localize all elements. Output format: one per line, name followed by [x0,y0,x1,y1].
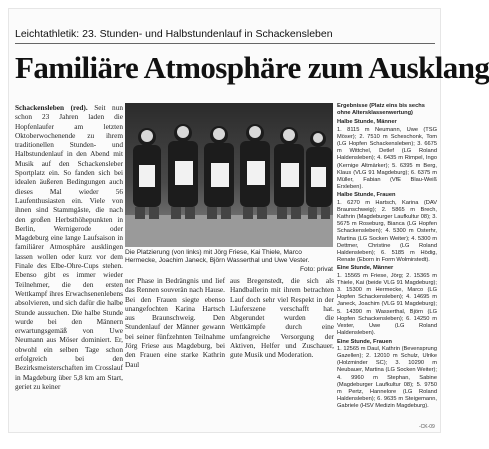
results-section-title: Eine Stunde, Frauen [337,338,392,345]
clip-code: -CK-09 [419,424,435,430]
results-section-title: Eine Stunde, Männer [337,265,394,272]
results-section-body: 1. 8115 m Neumann, Uwe (TSG Möser); 2. 7510 m Scheschonk, Tom (LG Hopfen Schackensleben); 3. 6675 m Wittchel, Detlef (LG Roland Haldensleben); 4. 6435 m Rimpel, Ingo (Kernige Altmärker); 5. 6395 m Berg, Klaus (VLG 91 Magdeburg); 6. 6375 m Müller, Fabian (VfE Blau-Weiß Erxleben). [337,126,437,191]
results-intro: Ergebnisse (Platz eins bis sechs ohne Altersklassenwertung) [337,103,425,117]
results-section-body: 1. 6270 m Hartsch, Karina (DAV Braunschweig); 2. 5865 m Brech, Kathrin (Magdeburger Laufkultur 08); 3. 5675 m Roseburg, Bianca (LG Hopfen Schackensleben); 4. 5300 m Osterhr, Martina (LG Socken Weiter); 4. 5300 m Dettmer, Christine (LG Roland Haldensleben); 6. 5185 m Hödig, Renate (Eborn in Form Wolmirstedt). [337,199,437,264]
results-section-body: 1. 15565 m Friese, Jörg; 2. 15365 m Thiele, Kai (beide VLG 91 Magdeburg); 3. 15300 m Hermecke, Marco (LG Hopfen Schackensleben); 4. 14695 m Janeck, Joachim (VLG 91 Magdeburg); 5. 14390 m Wasserthal, Björn (LG Hopfen Schackensleben); 6. 14250 m Vester, Uwe (LG Roland Haldensleben). [337,272,437,337]
results-section-body: 1. 12565 m Daul, Kathrin (Bevensprung Gazellen); 2. 12010 m Schulz, Ulrike (Holzminder SC); 3. 10290 m Neubauer, Martina (LG Socken Weiter); 4. 9960 m Stephan, Sabine (Magdeburger Laufkultur 08); 5. 9750 m Pertz, Hannelore (LG Roland Haldensleben); 6. 9635 m Steigemann, Gabriele (HSV Medizin Magdeburg). [337,345,437,410]
topic-line: Leichtathletik: 23. Stunden- und Halbstundenlauf in Schackensleben [15,28,333,40]
article-column-1 [15,103,123,433]
article-column-1-text: Seit nun schon 23 Jahren laden die Hopfenlaufer am letzten Oktoberwochenende zu ihrem traditionellen Stunden- und Halbstundenlauf in den Abend mit Musik auf den Schackensleber Sportplatz ein. So fanden sich bei idealen äußeren Bedingungen auch dieses Mal wieder 56 Laufenthusiasten ein. Viele von ihnen sind Stammgäste, die nach den großen Herbsthöhepunkten in Berlin, Wernigerode oder Magdeburg eine lange Laufsaison in familiärer Atmosphäre ausklingen lassen wollen oder kurz vor dem Finale des Elbe-Ohre-Cups stehen. Ebenso gibt es immer wieder Teilnehmer, die den ersten Wettkampf ihres Erwachsenenlebens absolvieren, und sich dafür die halbe Stunde aussuchen. Die halbe Stunde wurde bei den Männern erwartungsgemäß von Uwe Neumann aus Möser dominiert. Er, obwohl ein selben Tage schon erfolgreich bei den Bezirksmeisterschaften im Crosslauf in Magdeburg über 5,8 km am Start, geriet zu keiner [15,103,123,391]
topic-divider [15,43,435,44]
headline: Familiäre Atmosphäre zum Ausklang [15,50,489,85]
results-section-title: Halbe Stunde, Frauen [337,192,396,199]
photo-credit: Foto: privat [300,265,333,273]
group-photo [125,103,333,247]
group-photo-image [125,103,333,247]
article-column-2: ner Phase in Bedrängnis und lief das Rennen souverän nach Hause. Bei den Frauen siegte ebenso unangefochten Karina Hartsch aus Braunschweig. Den Stundenlauf der Männer gewann bei seiner fünfzehnten Teilnahme Jörg Friese aus Magdeburg, bei den Frauen eine starke Kathrin Daul [125,276,225,369]
article-lead: Schackensleben (red). [15,103,88,112]
results-box [337,103,437,431]
newspaper-clipping [8,8,489,433]
photo-caption [125,249,333,274]
article-column-3: aus Bregenstedt, die sich als Handballerin mit ihrem betrachten Lauf doch sehr viel Respekt in der Läuferszene verschafft hat. Abgerundet wurden die Wettkämpfe durch eine umfangreiche Versorgung der Aktiven, Helfer und Zuschauer, gute Musik und Moderation. [230,276,334,360]
results-section-title: Halbe Stunde, Männer [337,119,397,126]
photo-caption-text: Die Platzierung (von links) mit Jörg Friese, Kai Thiele, Marco Hermecke, Joachim Janeck, Björn Wasserthal und Uwe Vester. [125,249,310,265]
